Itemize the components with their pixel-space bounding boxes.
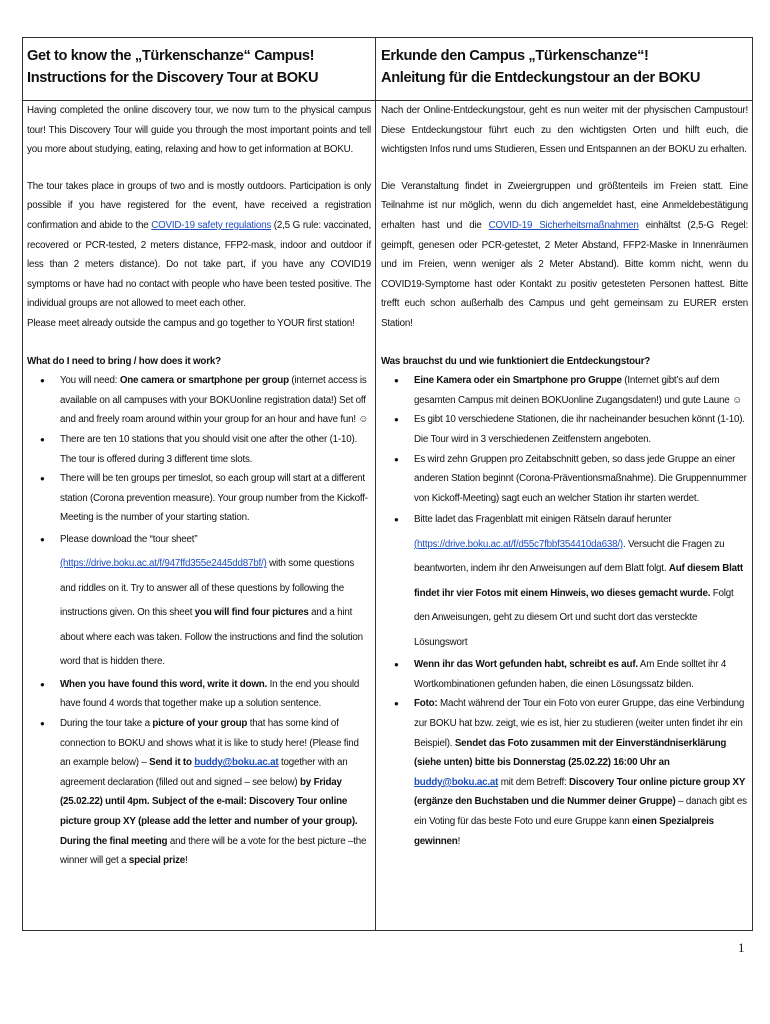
english-body xyxy=(27,100,371,871)
english-title-line1: Get to know the „Türkenschanze“ Campus! xyxy=(27,48,315,64)
document-table xyxy=(22,37,753,931)
bullet-icon: ● xyxy=(40,719,45,729)
list-item: ● Bitte ladet das Fragenblatt mit einigen Rätseln darauf herunter (https://drive.boku.ac.at/f/d55c7fbbf354410da638/). Versucht die Fragen zu beantworten, indem ihr den Anweisungen auf dem Blatt folgt. Auf diesem Blatt findet ihr vier Fotos mit einem Hinweis, wo dieses gemacht wurde. Folgt den Anweisungen, geht zu diesem Ort und sucht dort das versteckte Lösungswort xyxy=(381,508,748,655)
english-participation: The tour takes place in groups of two and is mostly outdoors. Participation is only possible if you have registered for the event, have received a registration confirmation and abide to the COVID-19 safety regulations (2,5 G rule: vaccinated, recovered or PCR-tested, 2 meters distance, FFP2-mask, indoor and outdoor if less than 2 meters distance). Do not take part, if you have any COVID19 symptoms or have had no contact with people who have been tested positive. The individual groups are not allowed to meet each other. xyxy=(27,180,372,310)
german-title-line2: Anleitung für die Entdeckungstour an der BOKU xyxy=(381,70,701,86)
german-list xyxy=(381,371,748,851)
english-title-line2: Instructions for the Discovery Tour at BOKU xyxy=(27,70,319,86)
email-link[interactable]: buddy@boku.ac.at xyxy=(194,757,279,769)
covid-safety-link[interactable]: COVID-19 Sicherheitsmaßnahmen xyxy=(488,219,639,231)
list-item: ● Wenn ihr das Wort gefunden habt, schreibt es auf. Am Ende solltet ihr 4 Wortkombinationen gefunden haben, die einen Lösungssatz bilden. xyxy=(381,655,748,694)
list-item: ● You will need: One camera or smartphone per group (internet access is available on all campuses with your BOKUonline registration data!) Set off and and freely roam around within your group for an hour and have fun! ☺ xyxy=(27,371,371,430)
list-item: ● There are ten 10 stations that you should visit one after the other (1-10). The tour is offered during 3 different time slots. xyxy=(27,430,371,469)
english-heading: What do I need to bring / how does it work? xyxy=(27,355,221,367)
list-item: ● Eine Kamera oder ein Smartphone pro Gruppe (Internet gibt’s auf dem gesamten Campus mit deinen BOKUonline Zugangsdaten!) und gute Laune ☺ xyxy=(381,371,748,410)
german-participation: Die Veranstaltung findet in Zweiergruppen und größtenteils im Freien statt. Eine Teilnahme ist nur möglich, wenn du dich angemeldet hast, eine Anmeldebestätigung erhalten hast und die COVID-19 Sicherheitsmaßnahmen einhältst (2,5-G Regel: geimpft, genesen oder PCR-getestet, 2 Meter Abstand, FFP2-Maske in Innenräumen und im Freien, wenn weniger als 2 Meter Abstand). Bitte komm nicht, wenn du COVID19-Symptome hast oder Kontakt zu positiv getesteten Personen hattest. Bitte trefft euch schon außerhalb des Campus und geht gemeinsam zu EURER ersten Station! xyxy=(381,180,748,329)
bullet-icon: ● xyxy=(40,534,45,544)
question-sheet-link[interactable]: (https://drive.boku.ac.at/f/d55c7fbbf354410da638/) xyxy=(414,538,623,550)
list-item: ● There will be ten groups per timeslot, so each group will start at a different station (Corona prevention measure). Your group number from the Kickoff-Meeting is the number of your starting station. xyxy=(27,469,371,528)
bullet-icon: ● xyxy=(394,660,399,670)
german-column xyxy=(376,38,752,851)
english-list xyxy=(27,371,371,871)
german-title-line1: Erkunde den Campus „Türkenschanze“! xyxy=(381,48,649,64)
german-body xyxy=(381,100,748,851)
covid-regulations-link[interactable]: COVID-19 safety regulations xyxy=(151,219,272,231)
bullet-icon: ● xyxy=(40,434,45,444)
german-heading: Was brauchst du und wie funktioniert die Entdeckungstour? xyxy=(381,355,651,367)
english-column xyxy=(23,38,375,871)
page-number: 1 xyxy=(738,940,745,955)
bullet-icon: ● xyxy=(394,376,399,386)
bullet-icon: ● xyxy=(394,515,399,525)
bullet-icon: ● xyxy=(394,415,399,425)
bullet-icon: ● xyxy=(40,376,45,386)
bullet-icon: ● xyxy=(394,454,399,464)
english-header xyxy=(27,38,371,100)
list-item: ● When you have found this word, write it down. In the end you should have found 4 words that together make up a solution sentence. xyxy=(27,675,371,714)
german-intro: Nach der Online-Entdeckungstour, geht es nun weiter mit der physischen Campustour! Diese Entdeckungstour führt euch zu den wichtigsten Orten und hilft euch, die wichtigsten Infos rund ums Studieren, Essen und Entspannen an der BOKU zu erhalten. xyxy=(381,105,748,156)
list-item: ● Es gibt 10 verschiedene Stationen, die ihr nacheinander besuchen könnt (1-10). Die Tour wird in 3 verschiedenen Zeitfenstern angeboten. xyxy=(381,410,748,449)
list-item: ● Foto: Macht während der Tour ein Foto von eurer Gruppe, das eine Verbindung zur BOKU hat bzw. zeigt, wie es ist, hier zu studieren (weiter unten findet ihr ein Beispiel). Sendet das Foto zusammen mit der Einverständniserklärung (siehe unten) bitte bis Donnerstag (25.02.22) 16:00 Uhr an buddy@boku.ac.at mit dem Betreff: Discovery Tour online picture group XY (ergänze den Buchstaben und die Nummer deiner Gruppe) – danach gibt es ein Voting für das beste Foto und eure Gruppe kann einen Spezialpreis gewinnen! xyxy=(381,694,748,851)
english-intro: Having completed the online discovery tour, we now turn to the physical campus tour! This Discovery Tour will guide you through the most important points and tell you more about studying, eating, relaxing and how to get information at BOKU. xyxy=(27,105,371,156)
list-item: ● Es wird zehn Gruppen pro Zeitabschnitt geben, so dass jede Gruppe an einer anderen Station beginnt (Corona-Präventionsmaßnahme). Die Gruppennummer von Kickoff-Meeting) sagt euch an welcher Station ihr starten werdet. xyxy=(381,450,748,509)
email-link[interactable]: buddy@boku.ac.at xyxy=(414,776,499,788)
tour-sheet-link[interactable]: (https://drive.boku.ac.at/f/947ffd355e2445dd87bf/) xyxy=(60,558,267,570)
list-item: ● During the tour take a picture of your group that has some kind of connection to BOKU and shows what it is like to study here! (Please find an example below) – Send it to buddy@boku.ac.at together with an agreement declaration (filled out and signed – see below) by Friday (25.02.22) until 4pm. Subject of the e-mail: Discovery Tour online picture group XY (please add the letter and number of your group). During the final meeting and there will be a vote for the best picture –the winner will get a special prize! xyxy=(27,714,371,871)
german-header xyxy=(381,38,748,100)
list-item: ● Please download the “tour sheet” (https://drive.boku.ac.at/f/947ffd355e2445dd87bf/) with some questions and riddles on it. Try to answer all of these questions by following the instructions given. On this sheet you will find four pictures and a hint about where each was taken. Follow the instructions and find the solution word that is hidden there. xyxy=(27,528,371,675)
english-meeting-note: Please meet already outside the campus and go together to YOUR first station! xyxy=(27,317,355,329)
bullet-icon: ● xyxy=(394,699,399,709)
bullet-icon: ● xyxy=(40,679,45,689)
bullet-icon: ● xyxy=(40,474,45,484)
